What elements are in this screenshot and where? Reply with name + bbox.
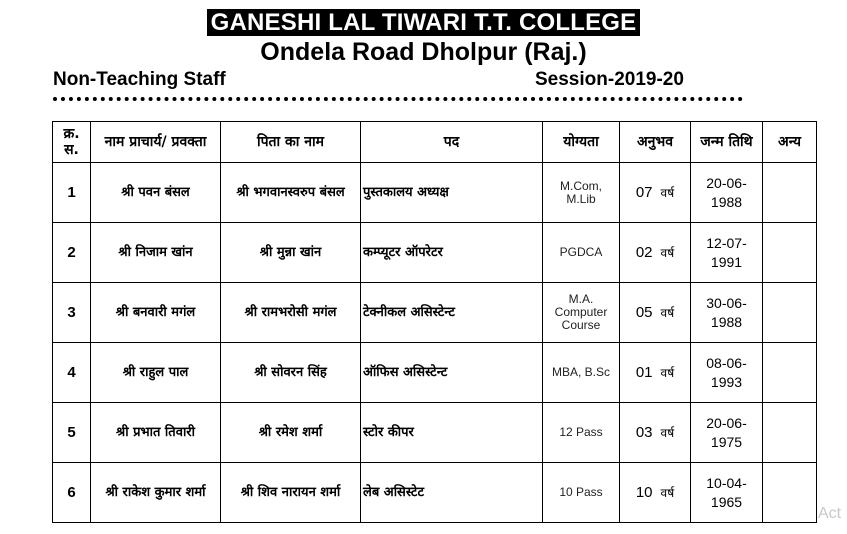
cell-dob: 10-04-1965 (691, 463, 763, 523)
cell-dob: 20-06-1975 (691, 403, 763, 463)
activation-watermark: Act (818, 505, 842, 522)
exp-unit: वर्ष (660, 306, 675, 320)
table-row (53, 223, 817, 283)
cell-post: लेब असिस्टेट (361, 463, 543, 523)
exp-unit: वर्ष (660, 366, 675, 380)
cell-name: श्री निजाम खांन (91, 223, 221, 283)
exp-unit: वर्ष (660, 426, 675, 440)
cell-qualification: M.A. Computer Course (543, 283, 620, 343)
cell-other (763, 283, 817, 343)
staff-table (52, 121, 817, 523)
cell-dob: 30-06-1988 (691, 283, 763, 343)
cell-qualification: MBA, B.Sc (543, 343, 620, 403)
cell-father-name: श्री रमेश शर्मा (221, 403, 361, 463)
exp-unit: वर्ष (660, 486, 675, 500)
header-father-name: पिता का नाम (221, 122, 361, 163)
session-label: Session-2019-20 (535, 69, 684, 90)
cell-qualification: PGDCA (543, 223, 620, 283)
cell-experience (620, 343, 691, 403)
cell-father-name: श्री भगवानस्वरुप बंसल (221, 163, 361, 223)
cell-name: श्री पवन बंसल (91, 163, 221, 223)
table-row (53, 403, 817, 463)
exp-years: 07 (635, 184, 653, 201)
header-name: नाम प्राचार्य/ प्रवक्ता (91, 122, 221, 163)
cell-other (763, 343, 817, 403)
cell-sn: 4 (53, 343, 91, 403)
header-dob: जन्म तिथि (691, 122, 763, 163)
cell-qualification: 12 Pass (543, 403, 620, 463)
cell-sn: 5 (53, 403, 91, 463)
dotted-divider (53, 97, 743, 101)
header-other: अन्य (763, 122, 817, 163)
table-row (53, 163, 817, 223)
cell-qualification: 10 Pass (543, 463, 620, 523)
cell-post: कम्प्यूटर ऑपरेटर (361, 223, 543, 283)
cell-dob: 08-06-1993 (691, 343, 763, 403)
cell-experience (620, 463, 691, 523)
cell-other (763, 223, 817, 283)
cell-dob: 20-06-1988 (691, 163, 763, 223)
table-row (53, 283, 817, 343)
exp-years: 10 (635, 484, 653, 501)
table-header-row (53, 122, 817, 163)
cell-sn: 1 (53, 163, 91, 223)
title-block (0, 9, 847, 36)
header-post: पद (361, 122, 543, 163)
cell-father-name: श्री शिव नारायन शर्मा (221, 463, 361, 523)
exp-years: 02 (635, 244, 653, 261)
cell-father-name: श्री मुन्ना खांन (221, 223, 361, 283)
staff-type-label: Non-Teaching Staff (53, 69, 226, 90)
cell-post: ऑफिस असिस्टेन्ट (361, 343, 543, 403)
header-experience: अनुभव (620, 122, 691, 163)
cell-post: पुस्तकालय अध्यक्ष (361, 163, 543, 223)
header-sn: क्र. स. (53, 122, 91, 163)
cell-other (763, 163, 817, 223)
exp-unit: वर्ष (660, 246, 675, 260)
header-qualification: योग्यता (543, 122, 620, 163)
cell-sn: 3 (53, 283, 91, 343)
cell-experience (620, 283, 691, 343)
exp-years: 03 (635, 424, 653, 441)
cell-sn: 2 (53, 223, 91, 283)
cell-other (763, 463, 817, 523)
cell-post: टेक्नीकल असिस्टेन्ट (361, 283, 543, 343)
cell-other (763, 403, 817, 463)
cell-name: श्री राकेश कुमार शर्मा (91, 463, 221, 523)
table-row (53, 463, 817, 523)
table-row (53, 343, 817, 403)
cell-name: श्री बनवारी मगंल (91, 283, 221, 343)
cell-sn: 6 (53, 463, 91, 523)
cell-qualification: M.Com, M.Lib (543, 163, 620, 223)
cell-father-name: श्री सोवरन सिंह (221, 343, 361, 403)
exp-unit: वर्ष (660, 186, 675, 200)
cell-post: स्टोर कीपर (361, 403, 543, 463)
exp-years: 01 (635, 364, 653, 381)
college-address: Ondela Road Dholpur (Raj.) (260, 38, 587, 66)
cell-experience (620, 163, 691, 223)
exp-years: 05 (635, 304, 653, 321)
cell-dob: 12-07-1991 (691, 223, 763, 283)
cell-experience (620, 403, 691, 463)
college-title: GANESHI LAL TIWARI T.T. COLLEGE (207, 9, 641, 36)
cell-experience (620, 223, 691, 283)
cell-father-name: श्री रामभरोसी मगंल (221, 283, 361, 343)
cell-name: श्री प्रभात तिवारी (91, 403, 221, 463)
cell-name: श्री राहुल पाल (91, 343, 221, 403)
